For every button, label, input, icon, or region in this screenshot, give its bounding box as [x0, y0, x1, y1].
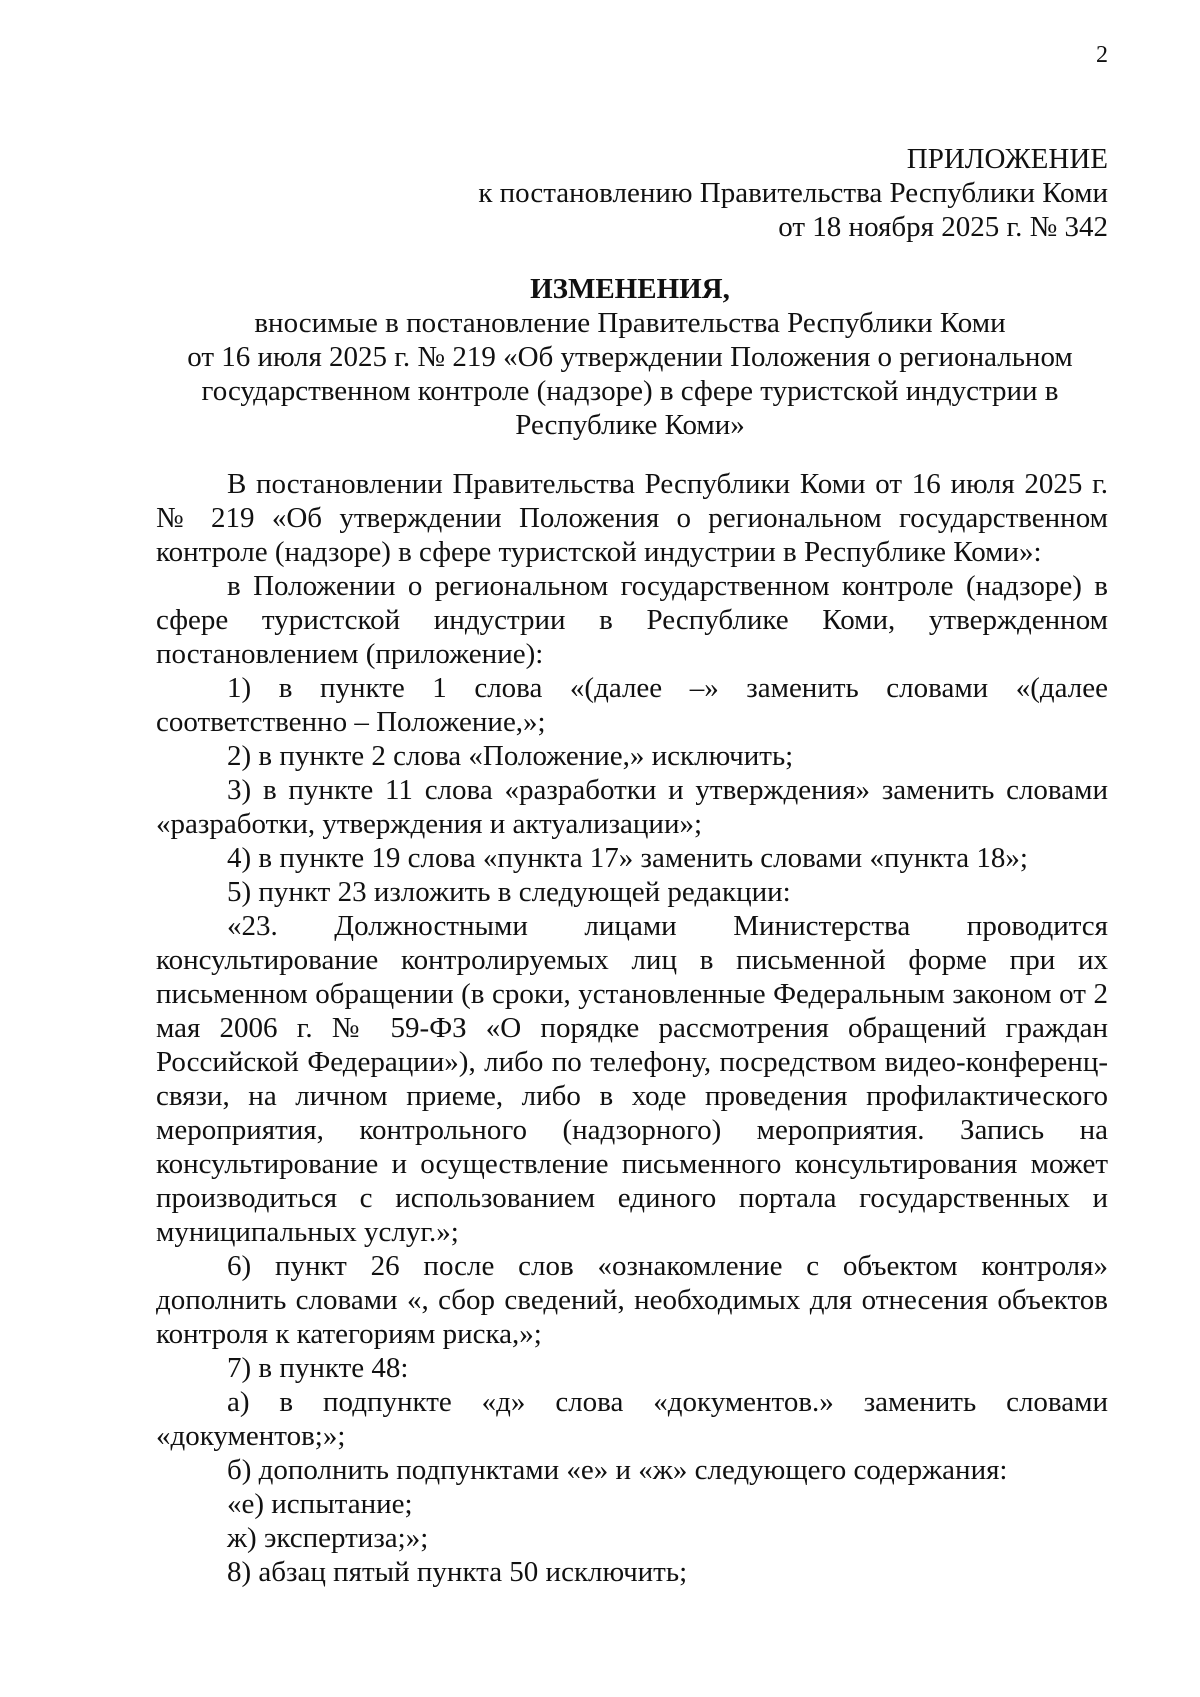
annex-line: к постановлению Правительства Республики Коми: [478, 177, 1108, 209]
paragraph: а) в подпункте «д» слова «документов.» заменить словами «документов;»;: [156, 1386, 1108, 1452]
paragraph: 8) абзац пятый пункта 50 исключить;: [227, 1556, 688, 1588]
document-body: [156, 467, 1108, 1589]
document-title: ИЗМЕНЕНИЯ,: [530, 273, 730, 305]
annex-line: от 18 ноября 2025 г. № 342: [778, 211, 1108, 243]
document-heading: [150, 272, 1110, 442]
paragraph: 5) пункт 23 изложить в следующей редакции:: [227, 876, 791, 908]
paragraph: б) дополнить подпунктами «е» и «ж» следующего содержания:: [227, 1454, 1008, 1486]
annex-title: ПРИЛОЖЕНИЕ: [906, 143, 1108, 175]
paragraph: 3) в пункте 11 слова «разработки и утверждения» заменить словами «разработки, утверждения и актуализации»;: [156, 774, 1108, 840]
heading-line: Республике Коми»: [515, 409, 745, 441]
paragraph: в Положении о региональном государственном контроле (надзоре) в сфере туристской индустрии в Республике Коми, утвержденном постановлением (приложение):: [156, 570, 1108, 670]
heading-line: государственном контроле (надзоре) в сфере туристской индустрии в: [201, 375, 1059, 407]
paragraph: В постановлении Правительства Республики Коми от 16 июля 2025 г. № 219 «Об утверждении Положения о региональном государственном контроле (надзоре) в сфере туристской индустрии в Республике Коми»:: [156, 468, 1108, 568]
annex-block: [478, 142, 1108, 244]
paragraph: 1) в пункте 1 слова «(далее –» заменить словами «(далее соответственно – Положение,»;: [156, 672, 1108, 738]
paragraph: ж) экспертиза;»;: [227, 1522, 429, 1554]
paragraph: 2) в пункте 2 слова «Положение,» исключить;: [227, 740, 794, 772]
heading-line: вносимые в постановление Правительства Республики Коми: [254, 307, 1006, 339]
paragraph: 4) в пункте 19 слова «пункта 17» заменить словами «пункта 18»;: [227, 842, 1028, 874]
paragraph: 7) в пункте 48:: [227, 1352, 409, 1384]
paragraph: 6) пункт 26 после слов «ознакомление с объектом контроля» дополнить словами «, сбор сведений, необходимых для отнесения объектов контроля к категориям риска,»;: [156, 1250, 1108, 1350]
page-number: 2: [1096, 42, 1108, 68]
paragraph: «23. Должностными лицами Министерства проводится консультирование контролируемых лиц в письменной форме при их письменном обращении (в сроки, установленные Федеральным законом от 2 мая 2006 г. № 59-ФЗ «О порядке рассмотрения обращений граждан Российской Федерации»), либо по телефону, посредством видео-конференц-связи, на личном приеме, либо в ходе проведения профилактического мероприятия, контрольного (надзорного) мероприятия. Запись на консультирование и осуществление письменного консультирования может производиться с использованием единого портала государственных и муниципальных услуг.»;: [156, 910, 1108, 1248]
paragraph: «е) испытание;: [227, 1488, 413, 1520]
heading-line: от 16 июля 2025 г. № 219 «Об утверждении Положения о региональном: [187, 341, 1073, 373]
